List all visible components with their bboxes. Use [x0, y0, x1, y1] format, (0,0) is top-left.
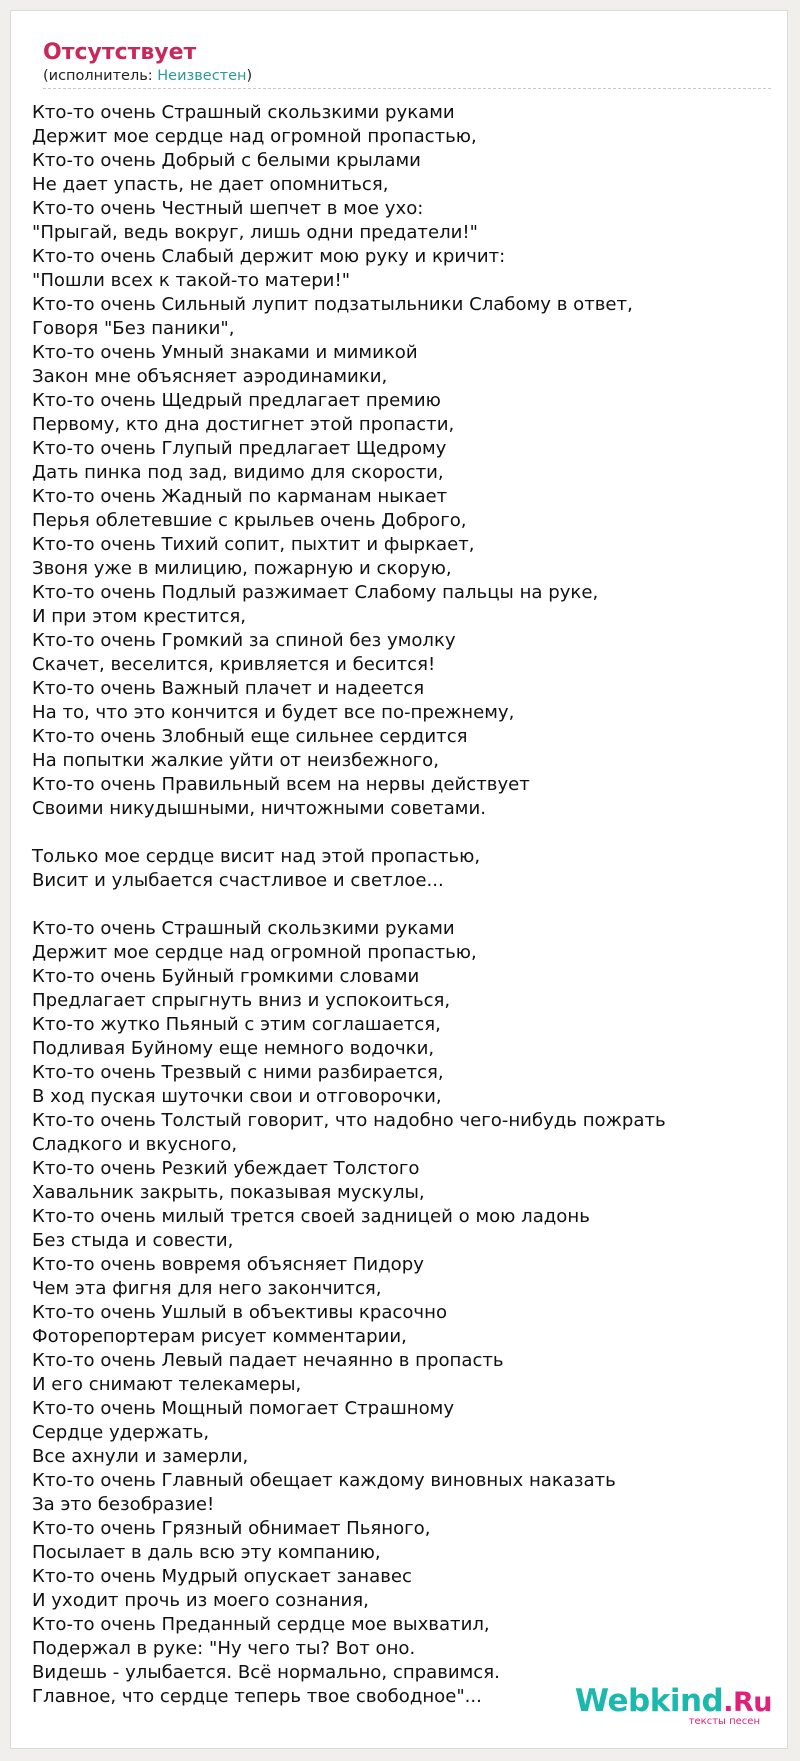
lyric-line: Сердце удержать, — [32, 1422, 210, 1443]
lyric-line: На то, что это кончится и будет все по-прежнему, — [32, 702, 515, 723]
lyric-line: Хавальник закрыть, показывая мускулы, — [32, 1182, 425, 1203]
lyric-line: Перья облетевшие с крыльев очень Доброго, — [32, 510, 467, 531]
lyric-line: Кто-то очень милый трется своей задницей о мою ладонь — [32, 1206, 590, 1227]
lyric-line: Кто-то очень Слабый держит мою руку и кричит: — [32, 246, 506, 267]
lyric-line: За это безобразие! — [32, 1494, 215, 1515]
lyric-line: Звоня уже в милицию, пожарную и скорую, — [32, 558, 452, 579]
lyric-line: В ход пуская шуточки свои и отговорочки, — [32, 1086, 442, 1107]
lyric-line: Говоря "Без паники", — [32, 318, 235, 339]
lyric-line: Дать пинка под зад, видимо для скорости, — [32, 462, 444, 483]
lyric-line: Главное, что сердце теперь твое свободное"... — [32, 1686, 482, 1707]
lyric-line: Держит мое сердце над огромной пропастью, — [32, 126, 477, 147]
lyric-line: Скачет, веселится, кривляется и бесится! — [32, 654, 436, 675]
lyric-line: Кто-то очень Подлый разжимает Слабому пальцы на руке, — [32, 582, 599, 603]
lyric-line: И при этом крестится, — [32, 606, 246, 627]
lyric-line: Кто-то очень Важный плачет и надеется — [32, 678, 425, 699]
lyric-line: Сладкого и вкусного, — [32, 1134, 238, 1155]
lyric-line: Предлагает спрыгнуть вниз и успокоиться, — [32, 990, 451, 1011]
song-title: Отсутствует — [43, 40, 197, 65]
artist-link[interactable]: Неизвестен — [157, 68, 247, 84]
lyric-line: Кто-то очень Жадный по карманам ныкает — [32, 486, 448, 507]
lyric-line: Фоторепортерам рисует комментарии, — [32, 1326, 407, 1347]
lyric-line: Видешь - улыбается. Всё нормально, справимся. — [32, 1662, 500, 1683]
lyric-line: Кто-то очень Мощный помогает Страшному — [32, 1398, 455, 1419]
artist-prefix: (исполнитель: — [43, 68, 158, 84]
lyric-line: Кто-то очень Злобный еще сильнее сердится — [32, 726, 468, 747]
lyric-line: Кто-то очень Щедрый предлагает премию — [32, 390, 441, 411]
lyric-line: Кто-то очень Сильный лупит подзатыльники Слабому в ответ, — [32, 294, 633, 315]
lyric-line: Кто-то очень Громкий за спиной без умолку — [32, 630, 456, 651]
lyric-line: Подержал в руке: "Ну чего ты? Вот оно. — [32, 1638, 416, 1659]
lyric-line: Все ахнули и замерли, — [32, 1446, 249, 1467]
lyric-line: Без стыда и совести, — [32, 1230, 234, 1251]
lyric-line: Не дает упасть, не дает опомниться, — [32, 174, 389, 195]
lyrics-text — [32, 101, 762, 1709]
lyric-line: Кто-то очень Левый падает нечаянно в пропасть — [32, 1350, 504, 1371]
lyric-line: Кто-то очень Главный обещает каждому виновных наказать — [32, 1470, 616, 1491]
lyrics-stanza — [32, 101, 762, 821]
lyric-line: Кто-то очень Добрый с белыми крылами — [32, 150, 421, 171]
lyric-line: Кто-то очень Страшный скользкими руками — [32, 918, 455, 939]
lyric-line: Держит мое сердце над огромной пропастью, — [32, 942, 477, 963]
lyric-line: Кто-то очень Ушлый в объективы красочно — [32, 1302, 448, 1323]
logo-wordmark — [575, 1683, 772, 1719]
lyric-line: Подливая Буйному еще немного водочки, — [32, 1038, 435, 1059]
lyric-line: Кто-то очень Глупый предлагает Щедрому — [32, 438, 447, 459]
site-logo[interactable] — [572, 1683, 772, 1727]
lyric-line: Первому, кто дна достигнет этой пропасти, — [32, 414, 455, 435]
lyric-line: Кто-то очень Умный знаками и мимикой — [32, 342, 418, 363]
lyric-line: Кто-то очень Преданный сердце мое выхватил, — [32, 1614, 490, 1635]
lyrics-stanza — [32, 845, 762, 893]
lyric-line: Кто-то очень Правильный всем на нервы действует — [32, 774, 530, 795]
lyric-line: Кто-то очень Мудрый опускает занавес — [32, 1566, 412, 1587]
logo-tagline: тексты песен — [688, 1716, 760, 1727]
lyric-line: "Прыгай, ведь вокруг, лишь одни предатели!" — [32, 222, 478, 243]
lyric-line: Кто-то очень вовремя объясняет Пидору — [32, 1254, 424, 1275]
lyric-line: Посылает в даль всю эту компанию, — [32, 1542, 381, 1563]
lyric-line: Висит и улыбается счастливое и светлое... — [32, 870, 444, 891]
logo-main-text: Webkind — [574, 1683, 724, 1719]
lyric-line: Кто-то очень Буйный громкими словами — [32, 966, 420, 987]
lyric-line: Кто-то очень Страшный скользкими руками — [32, 102, 455, 123]
lyric-line: Кто-то очень Резкий убеждает Толстого — [32, 1158, 420, 1179]
lyric-line: Кто-то очень Толстый говорит, что надобно чего-нибудь пожрать — [32, 1110, 666, 1131]
logo-suffix: .Ru — [723, 1687, 772, 1718]
lyric-line: Кто-то очень Грязный обнимает Пьяного, — [32, 1518, 431, 1539]
lyric-line: Кто-то очень Тихий сопит, пыхтит и фыркает, — [32, 534, 475, 555]
artist-line — [43, 67, 771, 89]
lyric-line: Кто-то жутко Пьяный с этим соглашается, — [32, 1014, 441, 1035]
song-header — [43, 39, 771, 89]
lyric-line: И уходит прочь из моего сознания, — [32, 1590, 369, 1611]
lyrics-stanza — [32, 917, 762, 1709]
lyric-line: На попытки жалкие уйти от неизбежного, — [32, 750, 440, 771]
lyric-line: Закон мне объясняет аэродинамики, — [32, 366, 388, 387]
lyric-line: И его снимают телекамеры, — [32, 1374, 302, 1395]
artist-suffix: ) — [246, 68, 253, 84]
lyric-line: Кто-то очень Трезвый с ними разбирается, — [32, 1062, 444, 1083]
lyric-line: "Пошли всех к такой-то матери!" — [32, 270, 351, 291]
lyric-line: Чем эта фигня для него закончится, — [32, 1278, 382, 1299]
lyric-line: Своими никудышными, ничтожными советами. — [32, 798, 486, 819]
lyric-line: Только мое сердце висит над этой пропастью, — [32, 846, 481, 867]
lyric-line: Кто-то очень Честный шепчет в мое ухо: — [32, 198, 424, 219]
